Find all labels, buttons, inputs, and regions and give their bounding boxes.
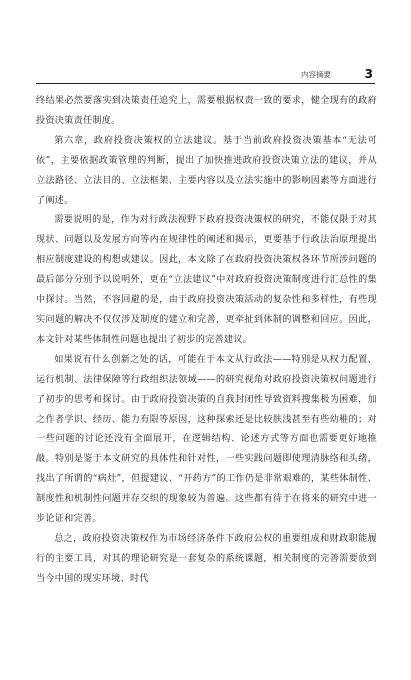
paragraph: 终结果必然要落实到决策责任追究上，需要根据权责一致的要求，健全现有的政府投资决策责任制度。	[36, 96, 377, 126]
paragraph: 总之，政府投资决策权作为市场经济条件下政府公权的重要组成和财政职能履行的主要工具，对其的理论研究是一套复杂的系统课题，相关制度的完善需要放到当今中国的现实环境、时代	[36, 533, 377, 584]
paragraph: 如果说有什么创新之处的话，可能在于本文从行政法——特别是从权力配置、运行机制、法律保障等行政组织法领域——的研究视角对政府投资决策权问题进行了初步的思考和探讨。由于政府投资决策的自我封闭性导致资料搜集极为困难，加之作者学识、经历、能力有限等原因，这种探索还是比较肤浅甚至有些幼稚的；对一些问题的讨论还没有全面展开，在逻辑结构、论述方式等方面也需要更好地推敲。特别是鉴于本文研究的具体性和针对性，一些实践问题即使理清脉络和头绪，找出了所谓的“病灶”，但提建议、“开药方”的工作仍是非常艰难的，某些体制性、制度性和机制性问题并存交织的现象较为普遍。这些都有待于在将来的研究中进一步论证和完善。	[36, 354, 377, 525]
section-title: 内容摘要	[301, 70, 331, 79]
running-header	[36, 68, 375, 82]
page-number: 3	[364, 67, 373, 81]
paragraph: 第六章，政府投资决策权的立法建议。基于当前政府投资决策基本“无法可依”，主要依据政策管理的判断，提出了加快推进政府投资决策立法的建议，并从立法路径、立法目的、立法框架、主要内容以及立法实施中的影响因素等方面进行了阐述。	[36, 135, 377, 206]
body-text	[36, 92, 377, 590]
paragraph: 需要说明的是，作为对行政法视野下政府投资决策权的研究，不能仅限于对其现状、问题以及发展方向等内在规律性的阐述和揭示，更要基于行政法治原理提出相应制度建设的构想或建议。因此，本文除了在政府投资决策权各环节所涉问题的最后部分分别予以说明外，更在“立法建议”中对政府投资决策制度进行汇总性的集中探讨。当然，不容回避的是，由于政府投资决策活动的复杂性和多样性，有些现实问题的解决不仅仅涉及制度的建立和完善，更牵扯到体制的调整和回应。因此，本文针对某些体制性问题也提出了初步的完善建议。	[36, 215, 377, 345]
header-rule	[36, 83, 375, 84]
